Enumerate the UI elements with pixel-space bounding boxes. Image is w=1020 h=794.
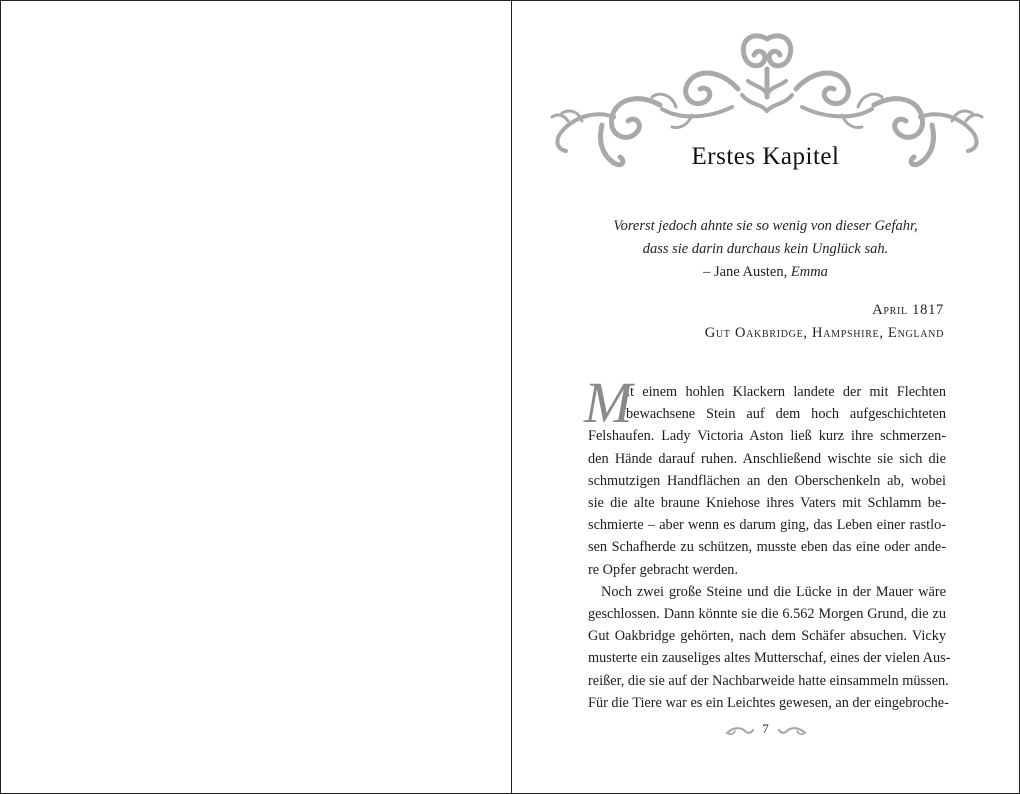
epigraph-line-2: dass sie darin durchaus kein Unglück sah. [642, 241, 889, 257]
body-line: Felshaufen. Lady Victoria Aston ließ kurz ihre schmerzen- [588, 428, 946, 445]
page-number: 7 [762, 721, 769, 736]
chapter-body-text [584, 370, 951, 714]
dateline-place: Gut Oakbridge, Hampshire, England [704, 325, 944, 341]
epigraph-author: – Jane Austen, [703, 264, 791, 280]
body-line: geschlossen. Dann könnte sie die 6.562 Morgen Grund, die zu [588, 606, 946, 623]
body-line: re Opfer gebracht werden. [588, 561, 739, 578]
dateline [705, 299, 944, 345]
body-line: Gut Oakbridge gehörten, nach dem Schäfer absuchen. Vicky [588, 628, 946, 645]
scroll-flourish-left-icon [725, 725, 755, 737]
body-line: schmutzigen Handflächen an den Oberschenkeln ab, wobei [588, 472, 946, 489]
left-page-blank [1, 1, 511, 793]
body-line: Noch zwei große Steine und die Lücke in der Mauer wäre [601, 583, 946, 600]
dateline-date: April 1817 [872, 302, 944, 318]
epigraph-attribution [512, 261, 1019, 284]
scroll-flourish-right-icon [777, 725, 807, 737]
epigraph [512, 215, 1019, 284]
right-page [512, 1, 1019, 793]
body-line: schmierte – aber wenn es darum ging, das Leben einer rastlo- [588, 517, 946, 534]
body-line: sie die alte braune Kniehose ihres Vaters mit Schlamm be- [588, 495, 946, 512]
body-line: bewachsene Stein auf dem hoch aufgeschichteten [626, 406, 946, 423]
page-folio [512, 721, 1019, 741]
body-line: den Hände darauf ruhen. Anschließend wischte sie sich die [588, 450, 946, 467]
body-line: musterte ein zauseliges altes Mutterschaf, eines der vielen Aus- [588, 650, 951, 667]
body-line: reißer, die sie auf der Nachbarweide hatte einsammeln müssen. [588, 672, 949, 689]
body-line: sen Schafherde zu schützen, musste eben das eine oder ande- [588, 539, 946, 556]
epigraph-work-title: Emma [790, 264, 828, 280]
drop-cap: M [584, 370, 633, 435]
body-line: it einem hohlen Klackern landete der mit Flechten [626, 384, 946, 400]
body-line: Für die Tiere war es ein Leichtes gewesen, an der eingebroche- [588, 694, 949, 711]
chapter-title: Erstes Kapitel [691, 143, 840, 170]
epigraph-line-1: Vorerst jedoch ahnte sie so wenig von dieser Gefahr, [613, 218, 918, 234]
